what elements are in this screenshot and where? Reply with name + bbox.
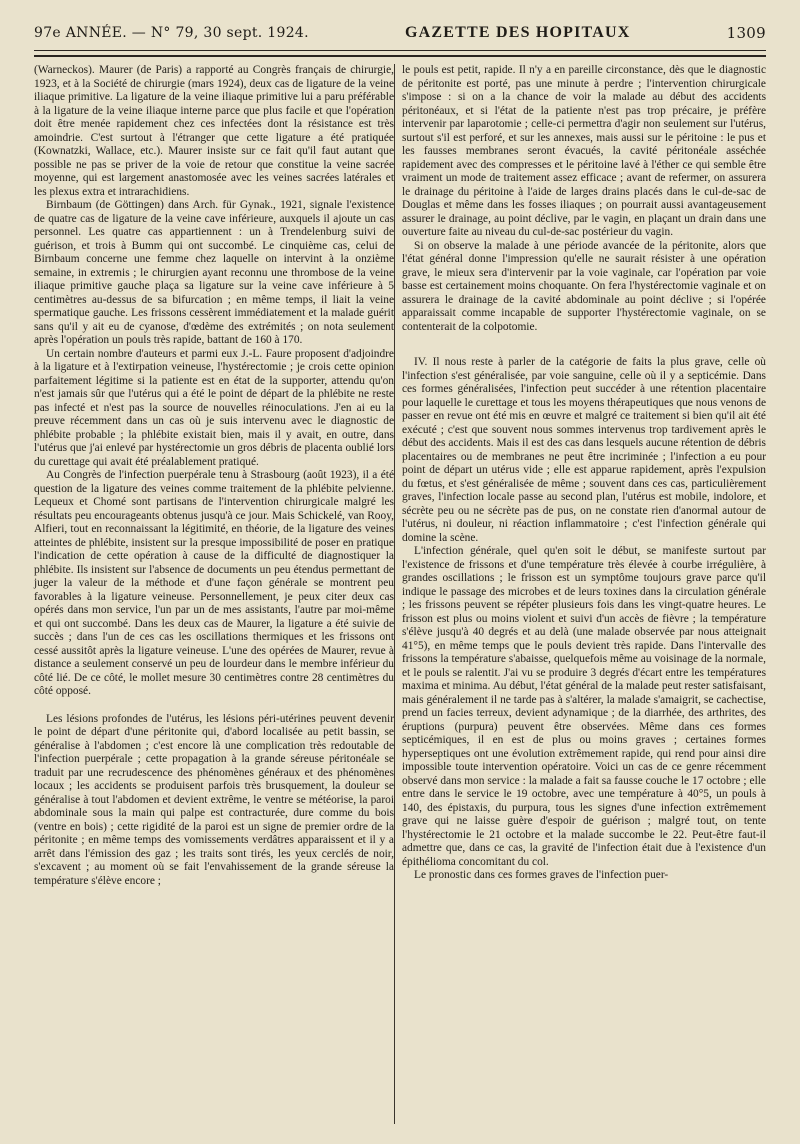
paragraph: le pouls est petit, rapide. Il n'y a en pareille circonstance, dès que le diagnostic de péritonite est porté, pas une minute à perdre ; l'intervention chirurgicale s'impose : si on a la chance de voir la malade au début des accidents péritonéaux, et si l'état de la patiente n'est pas trop précaire, je préfère intervenir par laparotomie ; celle-ci permettra d'agir non seulement sur l'utérus, surtout s'il est perforé, et sur les annexes, mais aussi sur le péritoine : le pus et les fausses membranes seront évacués, la cavité péritonéale asséchée rapidement avec des compresses et le péritoine lavé à l'éther ce qui semble être vraiment un mode de traitement assez efficace ; avant de refermer, on assurera le drainage du péritoine à l'aide de larges drains placés dans le cul-de-sac de Douglas et même dans les fosses iliaques ; on pourrait aussi avantageusement assurer le drainage, au point déclive, par le vagin, en plaçant un drain dans une ouverture faite au niveau du cul-de-sac postérieur du vagin. [402,64,766,238]
paragraph: Au Congrès de l'infection puerpérale tenu à Strasbourg (août 1923), il a été question de la ligature des veines comme traitement de la phlébite pelvienne. Lequeux et Chomé sont partisans de l'intervention chirurgicale malgré les résultats peu encourageants obtenus jusqu'à ce jour. Mais Schickelé, van Rooy, Alfieri, tout en reconnaissant la légitimité, en théorie, de la ligature des veines atteintes de phlébite, insistent sur la presque impossibilité de poser en pratique l'indication de cette opération à cause de la difficulté de diagnostiquer la phlébite. Ils insistent sur l'absence de documents un peu étendus permettant de juger la valeur de la méthode et d'une façon générale se montrent peu favorables à la ligature veineuse. Personnellement, je peux citer deux cas opérés dans mon service, l'un par un de mes assistants, l'autre par moi-même et qui ont succombé. Dans les deux cas de Maurer, la ligature a été suivie de succès ; dans l'un de ces cas les oscillations thermiques et les frissons ont cessé aussitôt après la ligature veineuse. L'une des opérées de Maurer, revue à distance a seulement conservé un peu de lourdeur dans le membre inférieur du côté lié. De ce côté, le mollet mesure 30 centimètres contre 28 centimètres du côté opposé. [34,469,394,697]
issue-info: 97e ANNÉE. — N° 79, 30 sept. 1924. [34,25,309,41]
page-number: 1309 [726,24,766,42]
paragraph: Birnbaum (de Göttingen) dans Arch. für Gynak., 1921, signale l'existence de quatre cas de ligature de la veine cave inférieure, auxquels il ajoute un cas personnel. Les quatre cas appartiennent : un à Trendelenburg suivi de guérison, et trois à Bumm qui ont succombé. Le cinquième cas, celui de Birnbaum concerne une femme chez laquelle on intervint à la onzième semaine, in extremis ; le chirurgien ayant reconnu une thrombose de la veine iliaque primitive gauche plaça sa ligature sur la veine cave inférieure à 5 centimètres au-dessus de sa bifurcation ; en même temps, il liait la veine spermatique gauche. Les frissons cessèrent immédiatement et la malade guérit sans qu'il y ait eu de cyanose, d'œdème des extrémités ; on nota seulement après l'opération un pouls très rapide, battant de 160 à 170. [34,199,394,346]
left-column [34,64,394,1124]
paragraph: (Warneckos). Maurer (de Paris) a rapporté au Congrès français de chirurgie, 1923, et à la Société de chirurgie (mars 1924), deux cas de ligature de la veine iliaque primitive. La ligature de la veine iliaque primitive lui a paru préférable à la ligature de la veine iliaque interne parce que plus facile et que l'opération doit être menée rapidement chez ces infectées dont la résistance est très amoindrie. C'est surtout à l'étranger que cette ligature a été pratiquée (Kownatzki, Wallace, etc.). Maurer insiste sur ce fait qu'il faut autant que possible ne pas se priver de la voie de retour que constitue la veine sacrée moyenne, qui est largement anastomosée avec les veines sacrées latérales et les plexus extra et intrarachidiens. [34,64,394,198]
section-paragraph: IV. Il nous reste à parler de la catégorie de faits la plus grave, celle où l'infection s'est généralisée, par voie sanguine, celle où il y a septicémie. Dans ces formes généralisées, l'infection peut succéder à une rétention placentaire pour laquelle le curettage et tous les moyens thérapeutiques que nous venons de passer en revue ont été mis en œuvre et malgré ce traitement si bien qu'il ait été exécuté ; c'est que souvent nous sommes intervenus trop tardivement après le début des accidents. Mais il est des cas dans lesquels aucune rétention de débris placentaires ou de membranes ne peut être incriminée ; l'infection a eu pour point de départ un utérus vide ; elle est apparue rapidement, après l'expulsion du fœtus, et s'est généralisée de même ; souvent dans ces cas, particulièrement graves, l'infection locale passe au second plan, l'utérus est mobile, indolore, et sécrète peu ou ne sécrète pas de pus, on ne constate rien d'anormal autour de l'utérus, ni douleur, ni réaction inflammatoire ; c'est l'infection générale qui domine la scène. [402,356,766,544]
header-rule-thin [34,50,766,51]
header-rule-thick [34,55,766,57]
paragraph: Le pronostic dans ces formes graves de l'infection puer- [414,869,669,881]
paragraph: Les lésions profondes de l'utérus, les lésions péri-utérines peuvent devenir le point de départ d'une péritonite qui, d'abord localisée au petit bassin, se généralise à l'abdomen ; c'est encore là une complication très redoutable de l'infection puerpérale ; cette propagation à la grande séreuse péritonéale se traduit par une recrudescence des phénomènes généraux et des phénomènes locaux ; les accidents se produisent parfois très brusquement, la douleur se généralise à tout l'abdomen et devient extrême, le ventre se météorise, la paroi abdominale sous la main qui palpe est contracturée, dure comme du bois (ventre en bois) ; cette rigidité de la paroi est un signe de premier ordre de la péritonite ; en même temps des vomissements verdâtres apparaissent et il y a arrêt dans l'émission des gaz ; les traits sont tirés, les yeux cerclés de noir, s'excavent ; au moment où se fait l'envahissement de la grande séreuse la température s'élève encore ; [34,712,394,887]
paragraph: Un certain nombre d'auteurs et parmi eux J.-L. Faure proposent d'adjoindre à la ligature et à l'extirpation veineuse, l'hystérectomie ; je crois cette opinion parfaitement légitime si la patiente est en état de la supporter, attendu qu'on n'est jamais sûr que l'utérus qui a été le point de départ de la phlébite ne reste pas infecté et n'est pas la source de nouvelles réinoculations. J'en ai eu la preuve récemment dans un cas où je suis intervenu avec le diagnostic de phlébite probable ; la phlébite existait bien, mais il y avait, en outre, dans l'utérus que j'ai enlevé par hystérectomie un gros débris de placenta oublié lors du curettage qui avait été préalablement pratiqué. [34,347,394,468]
paragraph: L'infection générale, quel qu'en soit le début, se manifeste surtout par l'existence de frissons et d'une température très élevée à courbe irrégulière, à grandes oscillations ; le frisson est un symptôme toujours grave parce qu'il indique le passage des microbes et de leurs toxines dans la circulation générale ; les frissons peuvent se répéter plusieurs fois dans les vingt-quatre heures. Le frisson est plus ou moins violent et suivi d'un accès de fièvre ; la température s'élève jusqu'à 40 degrés et au delà (une malade observée par nous atteignait 41°5), en même temps que le pouls devient très rapide. Dans l'intervalle des frissons la température s'abaisse, quelquefois même au voisinage de la normale, et le pouls se ralentit. J'ai vu se produire 3 degrés d'écart entre les températures maxima et minima. Au début, l'état général de la malade peut rester satisfaisant, mais généralement il ne tarde pas à s'altérer, la malade s'amaigrit, se cachectise, prend un facies terreux, devient adynamique ; de la diarrhée, des arthrites, des éruptions (purpura) peuvent être observées. Même dans ces formes septicémiques, il en est de plus ou moins graves ; certaines formes hyperseptiques ont une évolution extrêmement rapide, qui rend pour ainsi dire impossible toute intervention opératoire. Voici un cas de ce genre récemment observé dans mon service : la malade a fait sa fausse couche le 17 octobre ; elle entre dans le service le 19 octobre, avec une température à 40°5, un pouls à 140, des épistaxis, du purpura, tous les signes d'une infection extrêmement grave qui ne laisse guère d'espoir de guérison ; malgré tout, on tente l'hystérectomie le 21 octobre et la malade succombe le 22. Peut-être faut-il admettre que, dans ce cas, la gravité de l'infection était due à l'existence d'un épithélioma concomitant du col. [402,545,766,868]
journal-title: GAZETTE DES HOPITAUX [404,24,631,41]
right-column [402,64,766,1124]
paragraph: Si on observe la malade à une période avancée de la péritonite, alors que l'état général donne l'impression qu'elle ne saurait résister à une opération grave, le mieux sera d'intervenir par la voie vaginale, car l'opération par voie basse est certainement moins choquante. On fera l'hystérectomie vaginale et on assurera le drainage de la cavité abdominale au point déclive ; si l'opérée apparaissait comme incapable de supporter l'hystérectomie vaginale, on se contenterait de la colpotomie. [402,239,766,333]
running-header [34,20,766,46]
column-divider [394,64,395,1124]
